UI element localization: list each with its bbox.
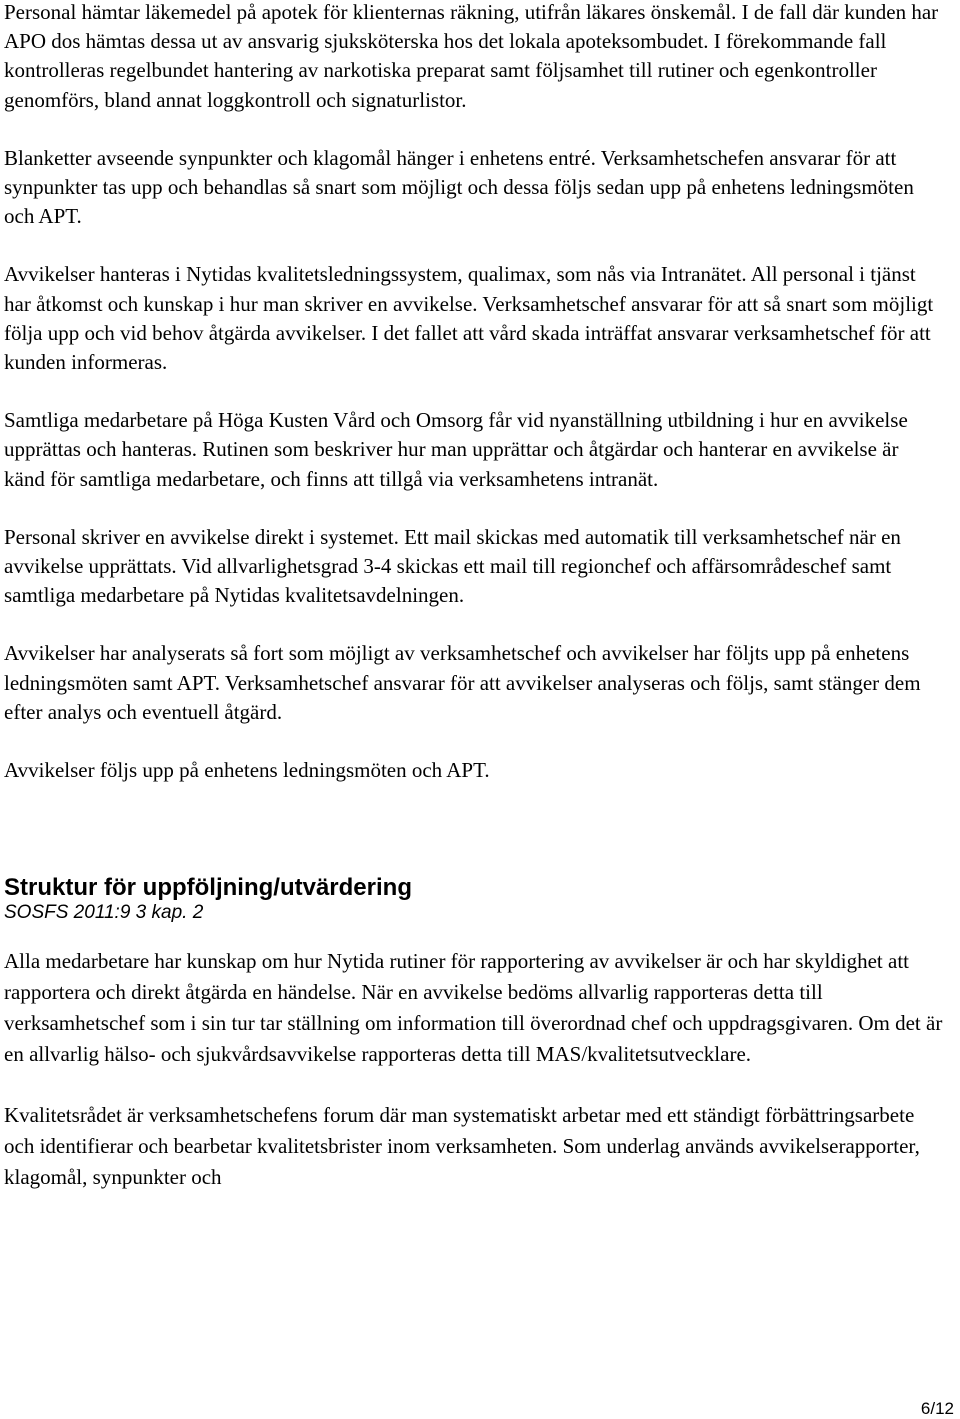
- page-number: 6/12: [920, 1399, 954, 1418]
- reference-text: SOSFS 2011:9 3 kap. 2: [4, 902, 204, 924]
- paragraph-complaint-forms: Blanketter avseende synpunkter och klagomål hänger i enhetens entré. Verksamhetschefen ansvarar för att synpunkter tas upp och behandlas så snart som möjligt och dessa följs sedan upp på enhetens ledningsmöten och APT.: [4, 145, 914, 229]
- paragraph-deviation-analysis: Avvikelser har analyserats så fort som möjligt av verksamhetschef och avvikelser har följts upp på enhetens ledningsmöten samt APT. Verksamhetschef ansvarar för att avvikelser analyseras och följs, samt stänger dem efter analys och eventuell åtgärd.: [4, 641, 921, 724]
- paragraph-quality-council: Kvalitetsrådet är verksamhetschefens forum där man systematiskt arbetar med ett ständigt förbättringsarbete och identifierar och bearbetar kvalitetsbrister inom verksamheten. Som underlag används avvikelserapporter, klagomål, synpunkter och: [4, 1103, 920, 1190]
- paragraph-reporting-routine: Alla medarbetare har kunskap om hur Nytida rutiner för rapportering av avvikelser är och har skyldighet att rapportera och direkt åtgärda en händelse. När en avvikelse bedöms allvarlig rapporteras detta till verksamhetschef som i sin tur tar ställning om information till överordnad chef och uppdragsgivaren. Om det är en allvarlig hälso- och sjukvårdsavvikelse rapporteras detta till MAS/kvalitetsutvecklare.: [4, 949, 943, 1066]
- paragraph-deviation-handling: Avvikelser hanteras i Nytidas kvalitetsledningssystem, qualimax, som nås via Intranätet. All personal i tjänst har åtkomst och kunskap i hur man skriver en avvikelse. Verksamhetschef ansvarar för att så snart som möjligt följa upp och vid behov åtgärda avvikelser. I det fallet att vård skada inträffat ansvarar verksamhetschef för att kunden informeras.: [4, 262, 934, 375]
- paragraph-medication-handling: Personal hämtar läkemedel på apotek för klienternas räkning, utifrån läkares önskemål. I de fall där kunden har APO dos hämtas dessa ut av ansvarig sjuksköterska hos det lokala apoteksombudet. I förekommande fall kontrolleras regelbundet hantering av narkotiska preparat samt följsamhet till rutiner och egenkontroller genomförs, bland annat loggkontroll och signaturlistor.: [4, 0, 939, 112]
- section-reference: [4, 902, 944, 924]
- document-page: [4, 0, 944, 1193]
- paragraph-reporting-system: Personal skriver en avvikelse direkt i systemet. Ett mail skickas med automatik till verksamhetschef när en avvikelse upprättats. Vid allvarlighetsgrad 3-4 skickas ett mail till regionchef och affärsområdeschef samt samtliga medarbetare på Nytidas kvalitetsavdelningen.: [4, 524, 901, 608]
- section-heading: Struktur för uppföljning/utvärdering: [4, 874, 412, 902]
- paragraph-staff-training: Samtliga medarbetare på Höga Kusten Vård och Omsorg får vid nyanställning utbildning i hur en avvikelse upprättas och hanteras. Rutinen som beskriver hur man upprättar och åtgärdar och hanterar en avvikelse är känd för samtliga medarbetare, och finns att tillgå via verksamhetens intranät.: [4, 408, 908, 491]
- paragraph-follow-up: Avvikelser följs upp på enhetens ledningsmöten och APT.: [4, 758, 490, 783]
